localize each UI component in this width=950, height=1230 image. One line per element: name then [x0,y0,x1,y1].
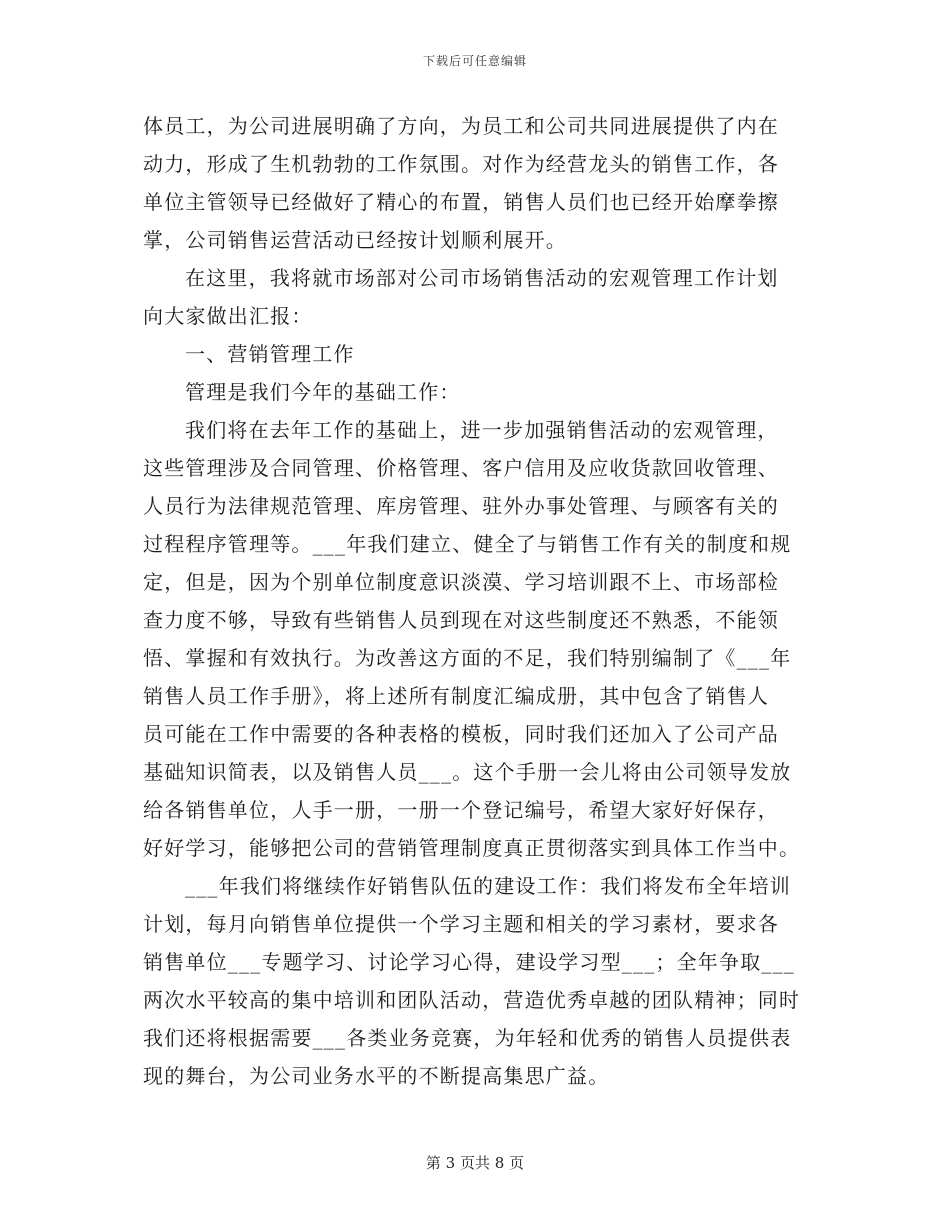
paragraph-line: 单位主管领导已经做好了精心的布置，销售人员们也已经开始摩拳擦 [143,190,779,214]
paragraph-line: 在这里，我将就市场部对公司市场销售活动的宏观管理工作计划 [185,266,779,290]
page-number: 第 3 页共 8 页 [425,1154,525,1172]
paragraph-line: 基础知识简表，以及销售人员___。这个手册一会儿将由公司领导发放 [143,760,792,784]
paragraph-line: 员可能在工作中需要的各种表格的模板，同时我们还加入了公司产品 [143,722,779,746]
paragraph-line: 计划，每月向销售单位提供一个学习主题和相关的学习素材，要求各 [143,912,779,936]
page-header: 下载后可任意编辑 [422,54,527,68]
paragraph-line: 向大家做出汇报： [143,304,313,328]
paragraph-line: ___年我们将继续作好销售队伍的建设工作：我们将发布全年培训 [185,874,791,898]
paragraph-line: 现的舞台，为公司业务水平的不断提高集思广益。 [143,1064,610,1088]
paragraph-line: 动力，形成了生机勃勃的工作氛围。对作为经营龙头的销售工作，各 [143,152,779,176]
paragraph-line: 人员行为法律规范管理、库房管理、驻外办事处管理、与顾客有关的 [143,494,779,518]
paragraph-line: 定，但是，因为个别单位制度意识淡漠、学习培训跟不上、市场部检 [143,570,779,594]
paragraph-line: 好好学习，能够把公司的营销管理制度真正贯彻落实到具体工作当中。 [143,836,801,860]
document-body [143,107,808,1095]
paragraph-line: 掌，公司销售运营活动已经按计划顺利展开。 [143,228,567,252]
paragraph-line: 销售单位___专题学习、讨论学习心得，建设学习型___；全年争取___ [143,950,795,974]
paragraph-line: 悟、掌握和有效执行。为改善这方面的不足，我们特别编制了《___年 [143,646,792,670]
paragraph-line: 我们还将根据需要___各类业务竞赛，为年轻和优秀的销售人员提供表 [143,1026,792,1050]
paragraph-line: 给各销售单位，人手一册，一册一个登记编号，希望大家好好保存， [143,798,779,822]
paragraph-line: 体员工，为公司进展明确了方向，为员工和公司共同进展提供了内在 [143,114,779,138]
paragraph-line: 销售人员工作手册》，将上述所有制度汇编成册，其中包含了销售人 [143,684,769,708]
paragraph-line: 我们将在去年工作的基础上，进一步加强销售活动的宏观管理， [185,418,779,442]
section-heading: 一、营销管理工作 [185,342,355,366]
paragraph-line: 这些管理涉及合同管理、价格管理、客户信用及应收货款回收管理、 [143,456,779,480]
paragraph-line: 查力度不够，导致有些销售人员到现在对这些制度还不熟悉，不能领 [143,608,779,632]
paragraph-line: 过程程序管理等。___年我们建立、健全了与销售工作有关的制度和规 [143,532,792,556]
paragraph-line: 管理是我们今年的基础工作： [185,380,461,404]
paragraph-line: 两次水平较高的集中培训和团队活动，营造优秀卓越的团队精神；同时 [143,988,801,1012]
